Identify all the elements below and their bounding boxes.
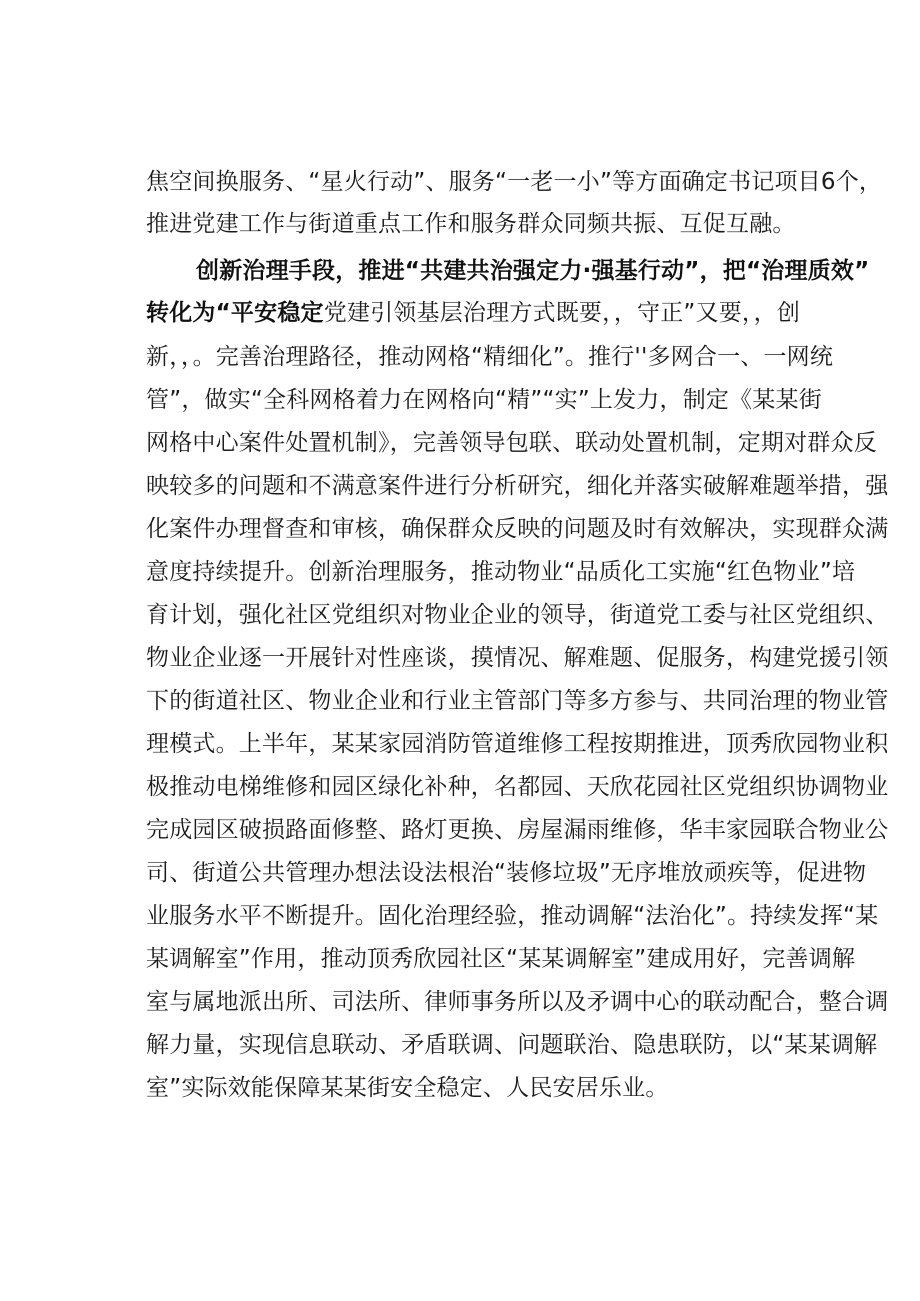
body-line: 室与属地派出所、司法所、律师事务所以及矛调中心的联动配合，整合调 <box>146 989 889 1015</box>
body-line: 育计划，强化社区党组织对物业企业的领导，街道党工委与社区党组织、 <box>146 602 889 628</box>
heading-line-2-rest: 党建引领基层治理方式既要，，守正”又要，，创 <box>323 300 801 326</box>
body-line: 司、街道公共管理办想法设法根治“装修垃圾”无序堆放顽疾等，促进物 <box>146 860 867 886</box>
body-line: 化案件办理督查和审核，确保群众反映的问题及时有效解决，实现群众满 <box>146 516 889 542</box>
body-line: 业服务水平不断提升。固化治理经验，推动调解“法治化”。持续发挥“某 <box>146 903 879 929</box>
body-line: 下的街道社区、物业企业和行业主管部门等多方参与、共同治理的物业管 <box>146 688 889 714</box>
body-line: 室”实际效能保障某某街安全稳定、人民安居乐业。 <box>146 1075 669 1101</box>
body-line: 理模式。上半年，某某家园消防管道维修工程按期推进，顶秀欣园物业积 <box>146 731 889 757</box>
body-line: 管”，做实“全科网格着力在网格向“精”“实”上发力，制定《某某街 <box>146 387 822 413</box>
body-line: 某调解室”作用，推动顶秀欣园社区“某某调解室”建成用好，完善调解 <box>146 946 856 972</box>
body-line: 完成园区破损路面修整、路灯更换、房屋漏雨维修，华丰家园联合物业公 <box>146 817 889 843</box>
body-line: 解力量，实现信息联动、矛盾联调、问题联治、隐患联防，以“某某调解 <box>146 1032 878 1058</box>
body-line: 意度持续提升。创新治理服务，推动物业“品质化工实施“红色物业”培 <box>146 559 856 585</box>
intro-line-1: 焦空间换服务、“星火行动”、服务“一老一小”等方面确定书记项目6个， <box>146 169 883 195</box>
heading-line-1: 创新治理手段，推进“共建共治强定力·强基行动”，把“治理质效” <box>196 258 870 284</box>
body-line: 极推动电梯维修和园区绿化补种，名都园、天欣花园社区党组织协调物业 <box>146 774 889 800</box>
body-line: 映较多的问题和不满意案件进行分析研究，细化并落实破解难题举措，强 <box>146 473 889 499</box>
heading-line-2 <box>146 298 800 328</box>
body-line: 网格中心案件处置机制》，完善领导包联、联动处置机制，定期对群众反 <box>146 430 877 456</box>
body-line: 新，，。完善治理路径，推动网格“精细化”。推行''多网合一、一网统 <box>146 344 834 370</box>
heading-line-2-bold: 转化为“平安稳定 <box>146 300 324 326</box>
intro-line-2: 推进党建工作与街道重点工作和服务群众同频共振、互促互融。 <box>146 211 796 237</box>
body-line: 物业企业逐一开展针对性座谈，摸情况、解难题、促服务，构建党援引领 <box>146 645 889 671</box>
